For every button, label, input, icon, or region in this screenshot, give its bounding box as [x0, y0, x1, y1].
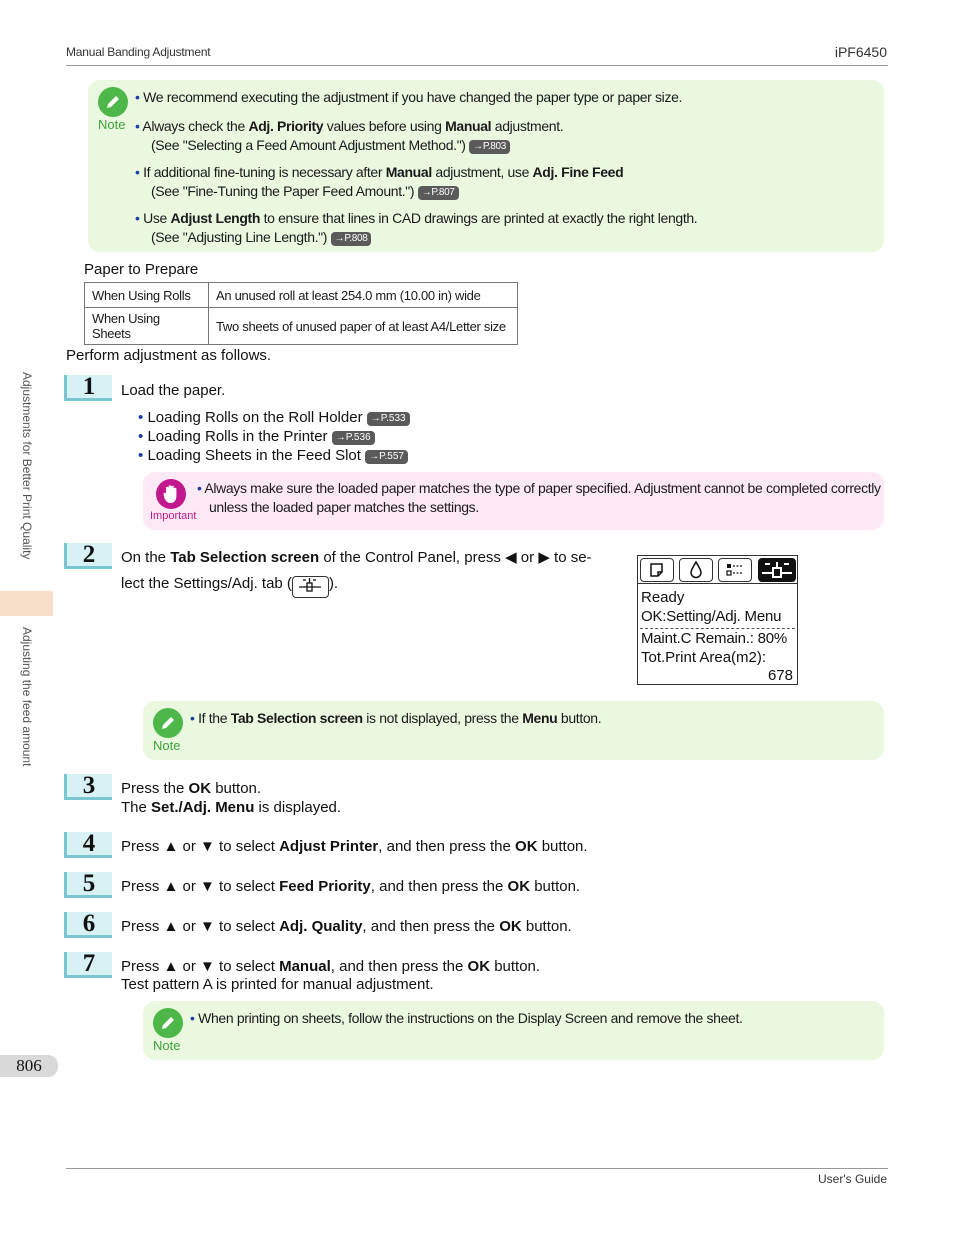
note-label: Note [153, 738, 181, 753]
lcd-menu-hint: OK:Setting/Adj. Menu [641, 608, 782, 625]
paper-table [84, 282, 518, 345]
page-ref-link[interactable]: →P.808 [331, 232, 372, 246]
page-ref-link[interactable]: →P.807 [418, 186, 459, 200]
note-label: Note [98, 117, 126, 132]
lcd-divider [638, 583, 797, 584]
link-item[interactable]: • Loading Rolls on the Roll Holder →P.533 [138, 409, 410, 426]
step-text: Press the OK button. [121, 780, 262, 797]
header-section-title: Manual Banding Adjustment [66, 45, 211, 59]
note-label: Note [153, 1038, 181, 1053]
lcd-maint-remain: Maint.C Remain.: 80% [641, 630, 788, 647]
lcd-print-area-value: 678 [767, 667, 793, 684]
lcd-status: Ready [641, 589, 685, 606]
important-text-cont: unless the loaded paper matches the settings. [209, 499, 479, 515]
step-text: Load the paper. [121, 382, 226, 399]
step-number: 3 [66, 774, 112, 800]
note-pencil-icon [153, 1008, 183, 1038]
step-text-line2: Test pattern A is printed for manual adjustment. [121, 976, 434, 993]
left-arrow-icon: ◀ [505, 549, 517, 566]
settings-adj-tab-icon [292, 576, 329, 598]
footer-rule [66, 1168, 888, 1169]
settings-tab-icon-selected [758, 558, 796, 582]
step-number: 4 [66, 832, 112, 858]
note-see-line: (See "Selecting a Feed Amount Adjustment Method.") →P.803 [151, 137, 510, 154]
control-panel-display [637, 555, 798, 685]
ink-tab-icon [679, 558, 713, 582]
step-text: On the Tab Selection screen of the Control Panel, press ◀ or ▶ to se- [121, 549, 592, 566]
note-box [88, 80, 884, 252]
footer-guide: User's Guide [818, 1172, 887, 1186]
note-bullet: • When printing on sheets, follow the instructions on the Display Screen and remove the sheet. [190, 1010, 743, 1026]
side-section-tab[interactable]: Adjusting the feed amount [20, 627, 34, 767]
page-ref-link[interactable]: →P.536 [332, 431, 375, 445]
side-chapter-tab[interactable]: Adjustments for Better Print Quality [20, 372, 34, 560]
step-text-line2: lect the Settings/Adj. tab ( ). [121, 575, 338, 598]
header-rule [66, 65, 888, 66]
table-cell-label: When Using Sheets [85, 308, 209, 345]
note-see-line: (See "Adjusting Line Length.") →P.808 [151, 229, 371, 246]
step-text: Press ▲ or ▼ to select Feed Priority, and then press the OK button. [121, 878, 581, 895]
note-bullet: • We recommend executing the adjustment if you have changed the paper type or paper size. [135, 89, 683, 105]
table-cell-label: When Using Rolls [85, 283, 209, 308]
note-bullet: • Always check the Adj. Priority values before using Manual adjustment. [135, 118, 564, 134]
table-row [85, 283, 518, 308]
page-number: 806 [0, 1055, 58, 1077]
step-number: 7 [66, 952, 112, 978]
lcd-print-area-label: Tot.Print Area(m2): [641, 649, 767, 666]
step-number: 1 [66, 375, 112, 401]
note-see-line: (See "Fine-Tuning the Paper Feed Amount.") →P.807 [151, 183, 459, 200]
note-pencil-icon [153, 708, 183, 738]
step-number: 6 [66, 912, 112, 938]
step-text: Press ▲ or ▼ to select Adjust Printer, and then press the OK button. [121, 838, 588, 855]
note-bullet: • Use Adjust Length to ensure that lines in CAD drawings are printed at exactly the right length. [135, 210, 698, 226]
note-box [143, 701, 884, 760]
paper-heading: Paper to Prepare [84, 261, 199, 278]
step-text: Press ▲ or ▼ to select Manual, and then press the OK button. [121, 958, 541, 975]
note-bullet: • If the Tab Selection screen is not displayed, press the Menu button. [190, 710, 602, 726]
side-active-marker [0, 591, 53, 616]
right-arrow-icon: ▶ [538, 549, 550, 566]
page-ref-link[interactable]: →P.533 [367, 412, 410, 426]
page-ref-link[interactable]: →P.557 [365, 450, 408, 464]
step-number: 5 [66, 872, 112, 898]
table-cell-value: Two sheets of unused paper of at least A4/Letter size [209, 308, 518, 345]
hand-stop-icon [156, 479, 186, 509]
step-text: Press ▲ or ▼ to select Adj. Quality, and then press the OK button. [121, 918, 572, 935]
link-item[interactable]: • Loading Sheets in the Feed Slot →P.557 [138, 447, 408, 464]
table-row [85, 308, 518, 345]
table-cell-value: An unused roll at least 254.0 mm (10.00 in) wide [209, 283, 518, 308]
intro-text: Perform adjustment as follows. [66, 347, 272, 364]
step-text-line2: The Set./Adj. Menu is displayed. [121, 799, 342, 816]
job-tab-icon [718, 558, 752, 582]
important-label: Important [150, 510, 197, 522]
paper-tab-icon [640, 558, 674, 582]
lcd-dashed-divider [640, 628, 795, 629]
note-box [143, 1001, 884, 1060]
link-item[interactable]: • Loading Rolls in the Printer →P.536 [138, 428, 375, 445]
note-pencil-icon [98, 87, 128, 117]
note-bullet: • If additional fine-tuning is necessary after Manual adjustment, use Adj. Fine Feed [135, 164, 624, 180]
important-text: • Always make sure the loaded paper matches the type of paper specified. Adjustment cannot be completed correctly [197, 480, 881, 496]
page-ref-link[interactable]: →P.803 [469, 140, 510, 154]
step-number: 2 [66, 543, 112, 569]
important-box [143, 472, 884, 530]
header-model: iPF6450 [834, 44, 887, 60]
